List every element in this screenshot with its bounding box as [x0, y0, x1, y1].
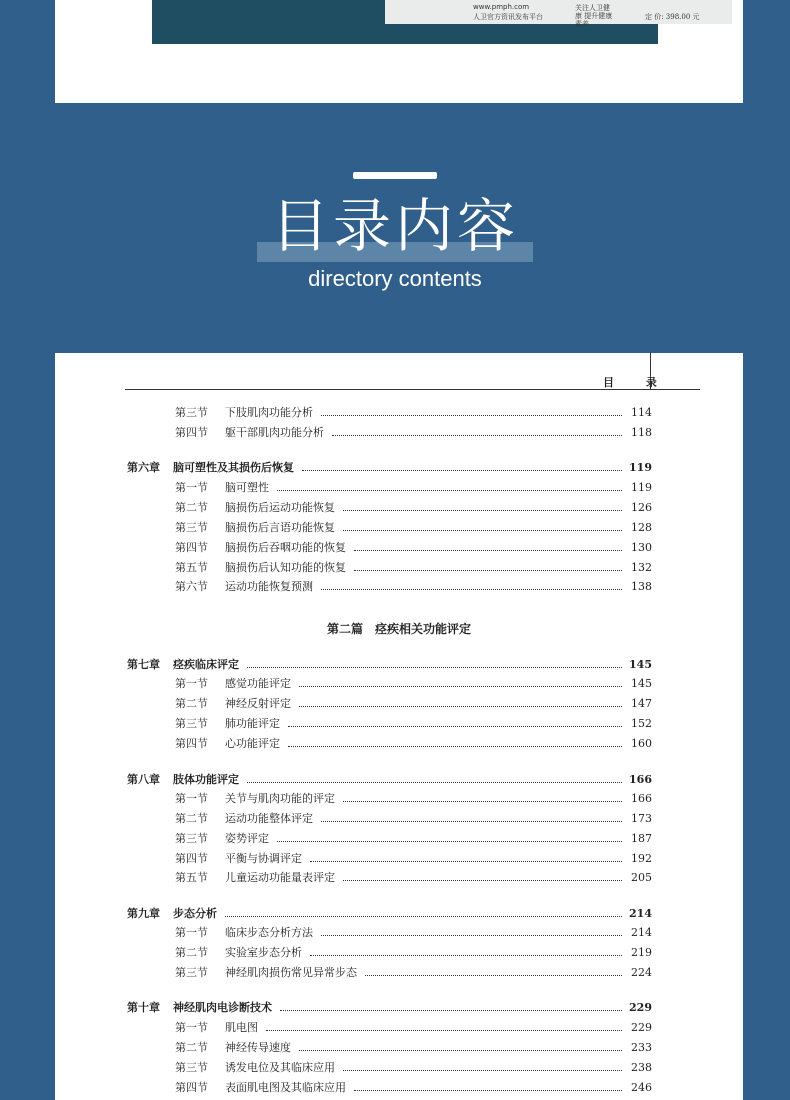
toc-section-row: [175, 735, 652, 753]
dot-leader: [288, 746, 622, 747]
dot-leader: [321, 935, 622, 936]
toc-section-row: [175, 924, 652, 942]
toc-section-row: [175, 479, 652, 497]
toc-chapter-row: [127, 459, 652, 477]
book-url: www.pmph.com: [473, 3, 530, 11]
toc-entry-title: 心功能评定: [225, 737, 280, 750]
toc-entry-title: 下肢肌肉功能分析: [225, 406, 313, 419]
dot-leader: [354, 550, 622, 551]
dot-leader: [343, 1070, 622, 1071]
toc-page-number: 145: [629, 658, 652, 671]
toc-page-number: 238: [631, 1061, 652, 1074]
dot-leader: [343, 801, 622, 802]
toc-entry-number: 第二节: [175, 501, 208, 514]
toc-entry-title: 运动功能整体评定: [225, 812, 313, 825]
heading-rule: [353, 172, 437, 179]
dot-leader: [299, 1050, 622, 1051]
toc-entry-title: 表面肌电图及其临床应用: [225, 1081, 346, 1094]
toc-section-row: [175, 830, 652, 848]
toc-page-number: 130: [631, 541, 652, 554]
dot-leader: [365, 975, 622, 976]
toc-page-number: 173: [631, 812, 652, 825]
toc-page-number: 126: [631, 501, 652, 514]
dot-leader: [247, 667, 622, 668]
toc-page-number: 214: [631, 926, 652, 939]
toc-page-number: 132: [631, 561, 652, 574]
toc-entry-title: 姿势评定: [225, 832, 269, 845]
toc-page-number: 187: [631, 832, 652, 845]
toc-page-number: 229: [631, 1021, 652, 1034]
toc-entry-title: 平衡与协调评定: [225, 852, 302, 865]
part-title: 第二篇 痉疾相关功能评定: [326, 622, 471, 636]
toc-page-number: 114: [631, 406, 652, 419]
toc-section-row: [175, 715, 652, 733]
dot-leader: [280, 1010, 622, 1011]
toc-entry-title: 肢体功能评定: [173, 773, 239, 786]
toc-page-number: 219: [631, 946, 652, 959]
toc-entry-title: 脑可塑性及其损伤后恢复: [173, 461, 294, 474]
toc-section-row: [175, 1079, 652, 1097]
toc-entry-number: 第二节: [175, 1041, 208, 1054]
toc-page-number: 166: [629, 773, 652, 786]
dot-leader: [277, 841, 622, 842]
toc-entry-title: 神经传导速度: [225, 1041, 291, 1054]
toc-page-number: 224: [631, 966, 652, 979]
toc-entry-number: 第三节: [175, 832, 208, 845]
toc-page: [55, 353, 743, 1100]
toc-page-number: 138: [631, 580, 652, 593]
toc-entry-title: 脑可塑性: [225, 481, 269, 494]
header-rule: [125, 389, 700, 390]
toc-entry-number: 第三节: [175, 406, 208, 419]
toc-page-number: 166: [631, 792, 652, 805]
toc-entry-number: 第一节: [175, 1021, 208, 1034]
toc-chapter-row: [127, 905, 652, 923]
book-cover-bottom: [152, 0, 700, 44]
dot-leader: [332, 435, 622, 436]
dot-leader: [343, 880, 622, 881]
toc-section-row: [175, 695, 652, 713]
toc-page-number: 233: [631, 1041, 652, 1054]
toc-section-row: [175, 499, 652, 517]
toc-entry-title: 躯干部肌肉功能分析: [225, 426, 324, 439]
toc-entry-number: 第五节: [175, 871, 208, 884]
toc-entry-number: 第四节: [175, 426, 208, 439]
running-head: 目 录: [603, 376, 671, 389]
dot-leader: [299, 706, 622, 707]
toc-entry-number: 第四节: [175, 541, 208, 554]
toc-section-row: [175, 675, 652, 693]
toc-entry-title: 神经肌肉电诊断技术: [173, 1001, 272, 1014]
toc-entry-title: 神经反射评定: [225, 697, 291, 710]
book-follow-text: 关注人卫健康 提升健康素养: [575, 4, 613, 28]
toc-section-row: [175, 1039, 652, 1057]
section-subtitle: directory contents: [308, 266, 482, 291]
dot-leader: [247, 782, 622, 783]
toc-page-number: 192: [631, 852, 652, 865]
dot-leader: [354, 1090, 622, 1091]
toc-section-row: [175, 424, 652, 442]
toc-entry-title: 步态分析: [173, 907, 217, 920]
toc-page-number: 229: [629, 1001, 652, 1014]
toc-entry-title: 脑损伤后认知功能的恢复: [225, 561, 346, 574]
toc-section-row: [175, 578, 652, 596]
dot-leader: [321, 415, 622, 416]
toc-section-row: [175, 944, 652, 962]
toc-entry-title: 肌电图: [225, 1021, 258, 1034]
toc-entry-number: 第六节: [175, 580, 208, 593]
toc-section-row: [175, 519, 652, 537]
toc-section-row: [175, 869, 652, 887]
dot-leader: [299, 686, 622, 687]
toc-section-row: [175, 790, 652, 808]
dot-leader: [310, 861, 622, 862]
dot-leader: [354, 570, 622, 571]
toc-entry-title: 关节与肌肉功能的评定: [225, 792, 335, 805]
toc-entry-title: 感觉功能评定: [225, 677, 291, 690]
toc-entry-number: 第九章: [127, 907, 160, 920]
toc-entry-number: 第三节: [175, 717, 208, 730]
toc-page-number: 118: [631, 426, 652, 439]
dot-leader: [343, 510, 622, 511]
toc-section-row: [175, 964, 652, 982]
toc-entry-title: 肺功能评定: [225, 717, 280, 730]
toc-entry-title: 痉疾临床评定: [173, 658, 239, 671]
dot-leader: [288, 726, 622, 727]
toc-entry-title: 儿童运动功能量表评定: [225, 871, 335, 884]
toc-entry-number: 第五节: [175, 561, 208, 574]
toc-entry-number: 第四节: [175, 1081, 208, 1094]
toc-entry-number: 第二节: [175, 697, 208, 710]
dot-leader: [321, 589, 622, 590]
toc-chapter-row: [127, 656, 652, 674]
toc-section-row: [175, 1059, 652, 1077]
toc-entry-number: 第一节: [175, 792, 208, 805]
toc-entry-title: 脑损伤后运动功能恢复: [225, 501, 335, 514]
toc-entry-number: 第三节: [175, 966, 208, 979]
toc-entry-number: 第一节: [175, 926, 208, 939]
toc-chapter-row: [127, 999, 652, 1017]
toc-section-row: [175, 539, 652, 557]
toc-entry-number: 第三节: [175, 1061, 208, 1074]
toc-entry-title: 运动功能恢复预测: [225, 580, 313, 593]
dot-leader: [321, 821, 622, 822]
book-price: 定 价: 398.00 元: [645, 13, 700, 21]
toc-entry-number: 第二节: [175, 946, 208, 959]
toc-entry-title: 诱发电位及其临床应用: [225, 1061, 335, 1074]
toc-entry-number: 第十章: [127, 1001, 160, 1014]
toc-chapter-row: [127, 771, 652, 789]
toc-page-number: 246: [631, 1081, 652, 1094]
dot-leader: [277, 490, 622, 491]
toc-entry-number: 第一节: [175, 481, 208, 494]
toc-entry-number: 第六章: [127, 461, 160, 474]
toc-section-row: [175, 850, 652, 868]
toc-page-number: 145: [631, 677, 652, 690]
dot-leader: [310, 955, 622, 956]
dot-leader: [225, 916, 622, 917]
toc-section-row: [175, 559, 652, 577]
toc-entry-title: 脑损伤后吞咽功能的恢复: [225, 541, 346, 554]
section-title: 目录内容: [270, 192, 519, 260]
toc-page-number: 119: [631, 481, 652, 494]
dot-leader: [266, 1030, 622, 1031]
toc-page-number: 128: [631, 521, 652, 534]
toc-page-number: 205: [631, 871, 652, 884]
toc-entry-title: 实验室步态分析: [225, 946, 302, 959]
toc-page-number: 214: [629, 907, 652, 920]
toc-entry-number: 第七章: [127, 658, 160, 671]
toc-entry-number: 第四节: [175, 737, 208, 750]
toc-entry-number: 第一节: [175, 677, 208, 690]
toc-entry-number: 第三节: [175, 521, 208, 534]
toc-entry-number: 第二节: [175, 812, 208, 825]
toc-entry-number: 第八章: [127, 773, 160, 786]
toc-page-number: 119: [629, 461, 652, 474]
dot-leader: [343, 530, 622, 531]
toc-entry-title: 神经肌肉损伤常见异常步态: [225, 966, 357, 979]
toc-section-row: [175, 810, 652, 828]
dot-leader: [302, 470, 622, 471]
toc-entry-title: 脑损伤后言语功能恢复: [225, 521, 335, 534]
toc-section-row: [175, 1019, 652, 1037]
toc-entry-number: 第四节: [175, 852, 208, 865]
toc-section-row: [175, 404, 652, 422]
toc-page-number: 160: [631, 737, 652, 750]
toc-page-number: 147: [631, 697, 652, 710]
book-cover-label: [385, 0, 732, 28]
toc-entry-title: 临床步态分析方法: [225, 926, 313, 939]
toc-page-number: 152: [631, 717, 652, 730]
book-platform: 人卫官方资讯发布平台: [473, 13, 543, 21]
